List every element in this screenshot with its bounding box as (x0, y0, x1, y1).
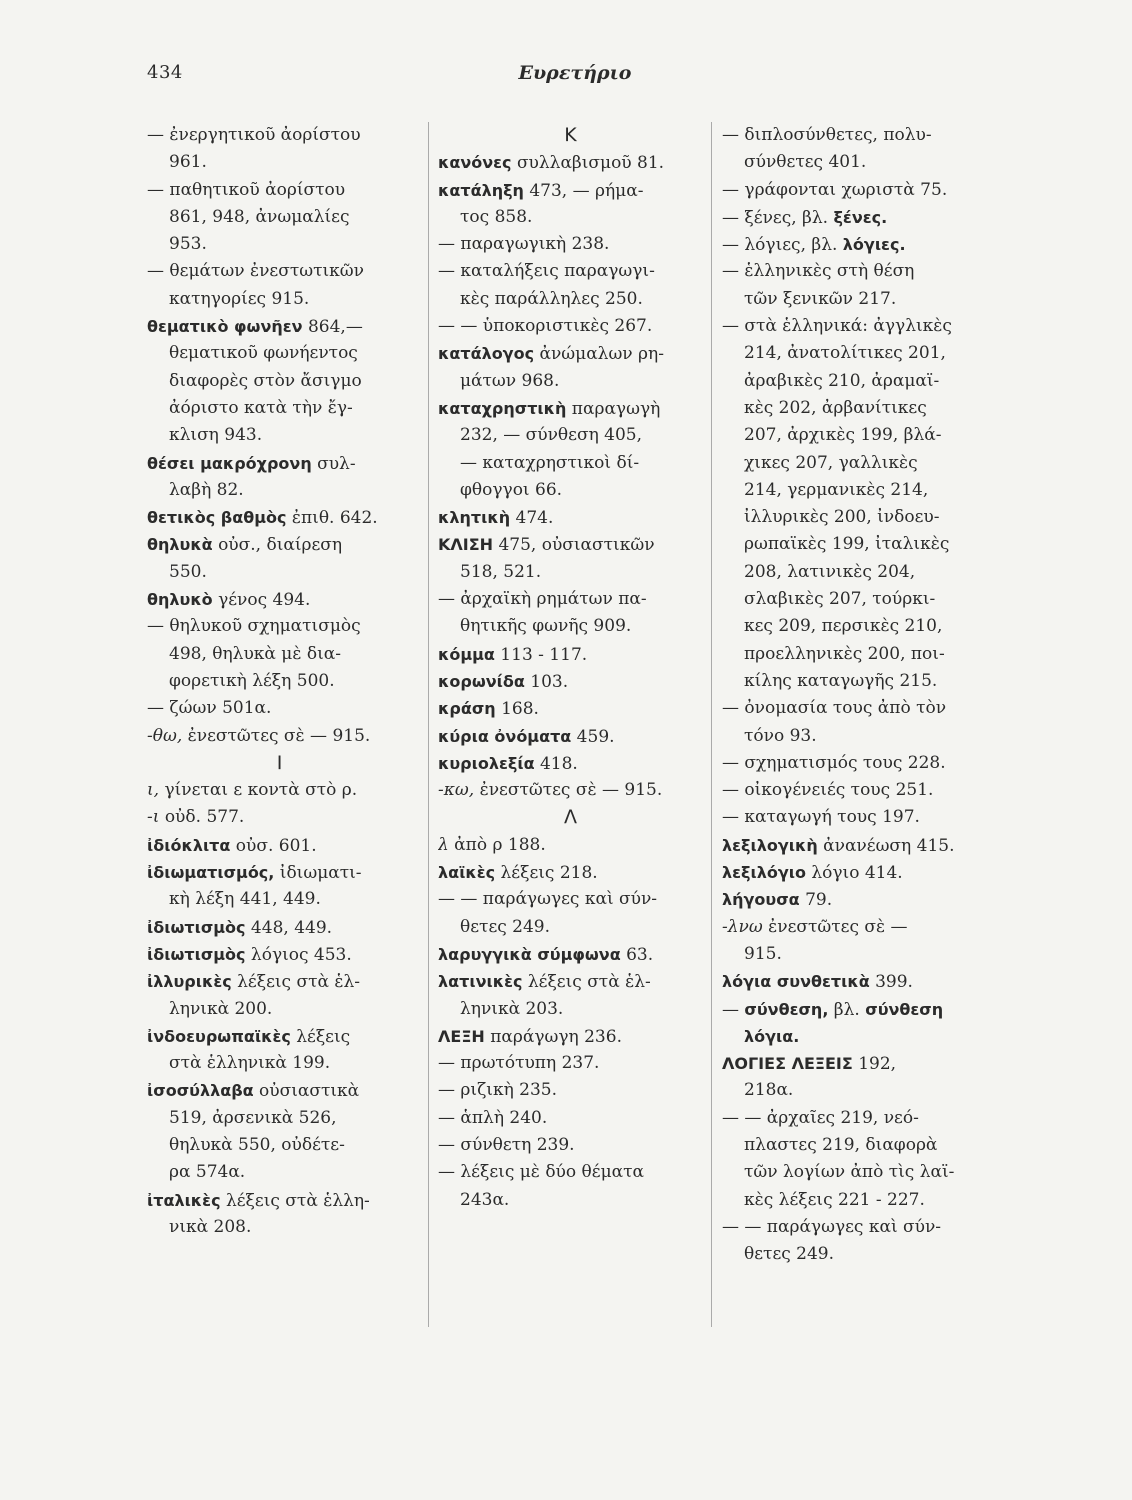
entry-text: 79. (799, 890, 833, 911)
entry-headword: λεξιλόγιο (722, 863, 806, 883)
entry-text: ληνικὰ 200. (169, 998, 273, 1019)
index-entry (438, 968, 703, 995)
entry-text: κὲς παράλληλες 250. (460, 288, 643, 309)
entry-suffix: -κω, (438, 780, 475, 801)
entry-text: 418. (534, 753, 578, 774)
index-entry (147, 914, 412, 941)
index-entry (722, 914, 990, 941)
entry-headword: κατάλογος (438, 344, 535, 364)
entry-text: 953. (169, 234, 207, 255)
index-entry (722, 177, 990, 204)
entry-text: κλιση 943. (169, 425, 263, 446)
entry-text: ἰδιωματι- (274, 863, 362, 884)
entry-text: — ὀνομασία τους ἀπὸ τὸν (722, 698, 947, 719)
index-continuation-line (722, 504, 990, 531)
index-continuation-line (147, 1050, 412, 1077)
cross-reference: λόγιες. (842, 235, 906, 255)
index-continuation-line (722, 586, 990, 613)
index-continuation-line (722, 531, 990, 558)
letter-heading: Λ (564, 806, 577, 829)
index-continuation-line (438, 996, 703, 1023)
index-entry (438, 258, 703, 285)
index-column-3 (722, 122, 990, 1268)
index-entry (438, 149, 703, 176)
entry-text: 243α. (460, 1189, 510, 1210)
index-entry (438, 340, 703, 367)
index-entry (722, 777, 990, 804)
index-entry (722, 968, 990, 995)
index-entry (147, 968, 412, 995)
index-entry (147, 613, 412, 640)
index-continuation-line (147, 1214, 412, 1241)
entry-text: γένος 494. (212, 590, 311, 611)
entry-text: ἐνεστῶτες σὲ — 915. (182, 725, 371, 746)
entry-text: στὰ ἑλληνικὰ 199. (169, 1053, 331, 1074)
entry-text: συλλαβισμοῦ 81. (511, 153, 665, 174)
index-continuation-line (722, 368, 990, 395)
index-continuation-line (147, 286, 412, 313)
entry-text: — σχηματισμός τους 228. (722, 752, 946, 773)
entry-text: 399. (869, 972, 913, 993)
index-entry (438, 313, 703, 340)
index-entry (438, 1050, 703, 1077)
index-continuation-line (722, 422, 990, 449)
entry-text: — — παράγωγες καὶ σύν- (438, 889, 658, 910)
index-entry (438, 695, 703, 722)
entry-text: 103. (524, 671, 569, 692)
entry-text: τος 858. (460, 206, 533, 227)
index-entry (147, 450, 412, 477)
running-title: Ευρετήριο (518, 62, 632, 84)
entry-text: 214, ἀνατολίτικες 201, (744, 343, 946, 364)
index-entry (438, 723, 703, 750)
entry-headword: λόγια. (744, 1026, 800, 1046)
index-entry (147, 313, 412, 340)
entry-headword: ἰταλικὲς (147, 1190, 221, 1210)
index-continuation-line (438, 204, 703, 231)
entry-text: ἀνανέωση 415. (817, 835, 955, 856)
index-entry (147, 531, 412, 558)
index-entry (438, 531, 703, 558)
index-entry (438, 886, 703, 913)
entry-text: 473, — ρήμα- (523, 180, 644, 201)
entry-headword: καταχρηστικὴ (438, 398, 567, 418)
index-entry (722, 1214, 990, 1241)
entry-text: λέξεις στὰ ἑλ- (231, 972, 361, 993)
letter-heading: Ι (276, 751, 283, 774)
entry-headword: ΚΛΙΣΗ (438, 535, 494, 555)
index-continuation-line (147, 559, 412, 586)
index-entry (147, 941, 412, 968)
index-entry (438, 832, 703, 859)
entry-text: γίνεται ε κοντὰ στὸ ρ. (159, 780, 358, 801)
entry-text: παράγωγη 236. (484, 1026, 622, 1047)
entry-text: λέξεις (290, 1026, 351, 1047)
column-divider (428, 122, 429, 1327)
entry-text: θηλυκὰ 550, οὐδέτε- (169, 1134, 345, 1155)
index-entry (438, 668, 703, 695)
entry-text: — παθητικοῦ ἀορίστου (147, 179, 346, 200)
entry-suffix: ι, (147, 780, 160, 801)
index-entry (722, 231, 990, 258)
index-entry (722, 996, 990, 1023)
entry-text: 864,— (302, 317, 363, 338)
entry-text: 113 - 117. (494, 644, 588, 665)
index-continuation-line (147, 231, 412, 258)
entry-text: τῶν λογίων ἀπὸ τὶς λαϊ- (744, 1162, 955, 1183)
entry-text: 459. (571, 726, 615, 747)
index-entry (147, 586, 412, 613)
entry-text: — οἰκογένειές τους 251. (722, 780, 934, 801)
index-entry (147, 258, 412, 285)
index-entry (722, 258, 990, 285)
entry-text: — λέξεις μὲ δύο θέματα (438, 1162, 644, 1183)
entry-text: — σύνθετη 239. (438, 1134, 575, 1155)
entry-text: — θηλυκοῦ σχηματισμὸς (147, 616, 361, 637)
entry-text: — (722, 999, 745, 1020)
index-continuation-line (722, 1023, 990, 1050)
letter-heading: Κ (564, 124, 577, 146)
index-continuation-line (438, 559, 703, 586)
entry-headword: ἰδιόκλιτα (147, 835, 231, 855)
index-entry (438, 177, 703, 204)
entry-text: 961. (169, 152, 207, 173)
index-entry (438, 1159, 703, 1186)
entry-headword: θετικὸς βαθμὸς (147, 508, 287, 528)
entry-text: κες 209, περσικὲς 210, (744, 616, 943, 637)
index-continuation-line (722, 559, 990, 586)
index-entry (722, 750, 990, 777)
index-entry (147, 777, 412, 804)
entry-headword: θηλυκὰ (147, 535, 213, 555)
index-continuation-line (147, 1105, 412, 1132)
index-entry (147, 695, 412, 722)
entry-text: ἐνεστῶτες σὲ — 915. (474, 780, 663, 801)
entry-text: — διπλοσύνθετες, πολυ- (722, 125, 932, 145)
entry-headword: κυριολεξία (438, 753, 535, 773)
index-continuation-line (147, 668, 412, 695)
entry-text: 63. (620, 944, 654, 965)
entry-text: 192, (852, 1054, 897, 1075)
entry-text: — — παράγωγες καὶ σύν- (722, 1216, 942, 1237)
index-continuation-line (147, 1159, 412, 1186)
index-continuation-line (438, 422, 703, 449)
entry-text: — ἑλληνικὲς στὴ θέση (722, 261, 915, 282)
entry-headword: λόγια συνθετικὰ (722, 972, 870, 992)
index-entry (438, 941, 703, 968)
entry-text: 214, γερμανικὲς 214, (744, 479, 929, 500)
entry-text: 474. (510, 508, 554, 529)
index-entry (438, 750, 703, 777)
index-entry (722, 859, 990, 886)
entry-text: ἐπιθ. 642. (286, 508, 378, 529)
index-continuation-line (722, 340, 990, 367)
entry-headword: ἰλλυρικὲς (147, 972, 232, 992)
entry-text: συλ- (311, 453, 356, 474)
index-column-1 (147, 122, 412, 1241)
entry-text: τόνο 93. (744, 725, 817, 746)
entry-headword: κλητικὴ (438, 508, 511, 528)
entry-headword: λήγουσα (722, 890, 800, 910)
entry-headword: ἰδιωτισμὸς (147, 944, 246, 964)
index-continuation-line (438, 477, 703, 504)
entry-suffix: λ (438, 834, 449, 855)
index-continuation-line (722, 1187, 990, 1214)
entry-headword: θέσει μακρόχρονη (147, 453, 312, 473)
entry-text: προελληνικὲς 200, ποι- (744, 643, 945, 664)
index-continuation-line (438, 1187, 703, 1214)
index-entry (147, 804, 412, 831)
index-entry (722, 1050, 990, 1077)
cross-reference: ξένες. (833, 207, 888, 227)
index-continuation-line (722, 641, 990, 668)
index-entry (438, 395, 703, 422)
index-continuation-line (722, 477, 990, 504)
index-continuation-line (147, 368, 412, 395)
entry-headword: κύρια ὀνόματα (438, 726, 572, 746)
entry-text: — γράφονται χωριστὰ 75. (722, 179, 948, 200)
index-entry (438, 859, 703, 886)
entry-text: οὐσιαστικὰ (253, 1081, 360, 1102)
index-entry (438, 1105, 703, 1132)
entry-headword: λαϊκὲς (438, 863, 496, 883)
index-continuation-line (722, 1077, 990, 1104)
entry-text: βλ. (828, 999, 866, 1020)
entry-text: ρα 574α. (169, 1162, 246, 1183)
index-continuation-line (147, 422, 412, 449)
index-entry (438, 586, 703, 613)
entry-headword: θεματικὸ φωνῆεν (147, 317, 303, 337)
entry-text: — λόγιες, βλ. (722, 235, 843, 256)
index-continuation-line (147, 641, 412, 668)
entry-text: 498, θηλυκὰ μὲ δια- (169, 643, 341, 664)
entry-text: 207, ἀρχικὲς 199, βλά- (744, 425, 942, 446)
entry-text: σύνθετες 401. (744, 152, 867, 173)
index-entry (722, 204, 990, 231)
entry-text: — πρωτότυπη 237. (438, 1053, 600, 1074)
entry-text: ἀπὸ ρ 188. (448, 834, 546, 855)
index-continuation-line (722, 450, 990, 477)
index-entry (147, 177, 412, 204)
index-entry (722, 832, 990, 859)
entry-text: — — ἀρχαῖες 219, νεό- (722, 1107, 919, 1128)
entry-suffix: -θω, (147, 725, 183, 746)
index-entry (438, 641, 703, 668)
entry-text: 550. (169, 561, 207, 582)
entry-text: οὐσ. 601. (230, 835, 317, 856)
entry-headword: ἰδιωματισμός, (147, 863, 275, 883)
index-continuation-line (147, 1132, 412, 1159)
index-entry (438, 777, 703, 804)
entry-text: κὴ λέξη 441, 449. (169, 889, 321, 910)
index-column-2 (438, 122, 703, 1214)
entry-text: ἀνώμαλων ρη- (534, 344, 664, 365)
entry-text: — καταγωγή τους 197. (722, 807, 920, 828)
entry-headword: ἰσοσύλλαβα (147, 1081, 254, 1101)
entry-text: 475, οὐσιαστικῶν (493, 535, 655, 556)
entry-text: μάτων 968. (460, 370, 560, 391)
entry-text: — στὰ ἑλληνικά: ἀγγλικὲς (722, 316, 952, 337)
entry-text: κατηγορίες 915. (169, 288, 310, 309)
index-continuation-line (147, 340, 412, 367)
index-continuation-line (722, 668, 990, 695)
index-continuation-line (722, 1241, 990, 1268)
index-entry (722, 804, 990, 831)
entry-text: 448, 449. (245, 917, 333, 938)
entry-text: σλαβικὲς 207, τούρκι- (744, 589, 936, 610)
entry-suffix: -λνω (722, 916, 763, 937)
index-entry (438, 1077, 703, 1104)
entry-headword: ἰδιωτισμὸς (147, 917, 246, 937)
index-continuation-line (438, 613, 703, 640)
index-entry (147, 1023, 412, 1050)
entry-text: ἀόριστο κατὰ τὴν ἔγ- (169, 397, 353, 418)
entry-text: — ἁπλὴ 240. (438, 1107, 548, 1128)
entry-text: ληνικὰ 203. (460, 998, 564, 1019)
index-entry (722, 122, 990, 149)
entry-headword: ἰνδοευρωπαϊκὲς (147, 1026, 291, 1046)
entry-text: 519, ἀρσενικὰ 526, (169, 1107, 337, 1128)
entry-text: διαφορὲς στὸν ἄσιγμο (169, 370, 362, 391)
index-continuation-line (147, 477, 412, 504)
index-continuation-line (438, 450, 703, 477)
entry-text: — παραγωγικὴ 238. (438, 234, 610, 255)
index-entry (147, 504, 412, 531)
entry-text: — καταλήξεις παραγωγι- (438, 261, 655, 282)
entry-text: τῶν ξενικῶν 217. (744, 288, 897, 309)
index-entry (722, 1105, 990, 1132)
index-entry (438, 504, 703, 531)
entry-text: θητικῆς φωνῆς 909. (460, 616, 632, 637)
entry-headword: κατάληξη (438, 180, 524, 200)
entry-text: 861, 948, ἀνωμαλίες (169, 206, 350, 227)
entry-headword: ΛΕΞΗ (438, 1026, 485, 1046)
index-continuation-line (722, 286, 990, 313)
index-continuation-line (438, 914, 703, 941)
index-continuation-line (722, 723, 990, 750)
entry-text: ἀραβικὲς 210, ἀραμαϊ- (744, 370, 940, 391)
index-continuation-line (722, 1159, 990, 1186)
entry-text: λόγιο 414. (805, 863, 903, 884)
index-continuation-line (147, 204, 412, 231)
entry-headword: κράση (438, 699, 496, 719)
entry-text: — καταχρηστικοὶ δί- (460, 452, 640, 473)
index-entry (147, 859, 412, 886)
entry-text: λαβὴ 82. (169, 479, 244, 500)
entry-text: χικες 207, γαλλικὲς (744, 452, 918, 473)
index-entry (722, 886, 990, 913)
entry-text: κὲς λέξεις 221 - 227. (744, 1189, 925, 1210)
entry-text: λέξεις στὰ ἑλλη- (220, 1190, 370, 1211)
page-number: 434 (147, 62, 183, 83)
index-continuation-line (722, 1132, 990, 1159)
entry-text: οὐδ. 577. (159, 807, 245, 828)
entry-text: λέξεις 218. (495, 863, 598, 884)
entry-text: 232, — σύνθεση 405, (460, 425, 643, 446)
entry-headword: κόμμα (438, 644, 495, 664)
entry-text: — ἀρχαϊκὴ ρημάτων πα- (438, 589, 647, 610)
index-entry (147, 1077, 412, 1104)
entry-text: — θεμάτων ἐνεστωτικῶν (147, 261, 365, 282)
index-continuation-line (722, 613, 990, 640)
entry-text: 518, 521. (460, 561, 542, 582)
cross-reference: σύνθεση, (744, 999, 829, 1019)
entry-text: ρωπαϊκὲς 199, ἰταλικὲς (744, 534, 950, 555)
index-continuation-line (147, 149, 412, 176)
entry-text: — ἐνεργητικοῦ ἀορίστου (147, 125, 361, 145)
entry-text: ἰλλυρικὲς 200, ἰνδοευ- (744, 507, 940, 528)
entry-text: πλαστες 219, διαφορὰ (744, 1134, 938, 1155)
entry-headword: ΛΟΓΙΕΣ ΛΕΞΕΙΣ (722, 1054, 853, 1074)
index-continuation-line (722, 149, 990, 176)
entry-text: φθογγοι 66. (460, 479, 563, 500)
entry-headword: λατινικὲς (438, 972, 523, 992)
entry-text: — ζώων 501α. (147, 698, 272, 719)
index-entry (147, 122, 412, 149)
index-entry (722, 695, 990, 722)
entry-headword: λεξιλογικὴ (722, 835, 818, 855)
index-continuation-line (722, 395, 990, 422)
entry-text: κὲς 202, ἀρβανίτικες (744, 397, 927, 418)
entry-text: θετες 249. (744, 1244, 835, 1265)
index-entry (438, 1023, 703, 1050)
entry-headword: κορωνίδα (438, 671, 525, 691)
entry-text: 208, λατινικὲς 204, (744, 561, 916, 582)
entry-text: 915. (744, 943, 782, 964)
entry-suffix: -ι (147, 807, 160, 828)
entry-text: παραγωγὴ (566, 398, 661, 419)
entry-text: φορετικὴ λέξη 500. (169, 670, 335, 691)
entry-text: λέξεις στὰ ἑλ- (522, 972, 651, 993)
index-continuation-line (438, 286, 703, 313)
index-continuation-line (438, 368, 703, 395)
entry-text: οὐσ., διαίρεση (212, 535, 343, 556)
entry-headword: κανόνες (438, 153, 512, 173)
column-divider (711, 122, 712, 1327)
index-entry (438, 1132, 703, 1159)
entry-text: ἐνεστῶτες σὲ — (762, 916, 908, 937)
entry-text: λόγιος 453. (245, 944, 352, 965)
entry-text: — — ὑποκοριστικὲς 267. (438, 316, 653, 337)
entry-text: κίλης καταγωγῆς 215. (744, 670, 938, 691)
entry-headword: θηλυκὸ (147, 590, 213, 610)
index-entry (147, 832, 412, 859)
entry-text: 168. (495, 699, 539, 720)
index-continuation-line (147, 886, 412, 913)
entry-text: νικὰ 208. (169, 1216, 252, 1237)
entry-text: 218α. (744, 1080, 794, 1101)
entry-text: θετες 249. (460, 916, 551, 937)
entry-text: θεματικοῦ φωνήεντος (169, 343, 358, 364)
index-entry (438, 231, 703, 258)
index-entry (722, 313, 990, 340)
entry-text: — ξένες, βλ. (722, 207, 834, 228)
index-continuation-line (147, 996, 412, 1023)
index-continuation-line (147, 395, 412, 422)
index-continuation-line (722, 941, 990, 968)
index-entry (147, 723, 412, 750)
entry-text: — ριζικὴ 235. (438, 1080, 558, 1101)
cross-reference: σύνθεση (865, 999, 944, 1019)
index-entry (147, 1187, 412, 1214)
entry-headword: λαρυγγικὰ σύμφωνα (438, 944, 621, 964)
